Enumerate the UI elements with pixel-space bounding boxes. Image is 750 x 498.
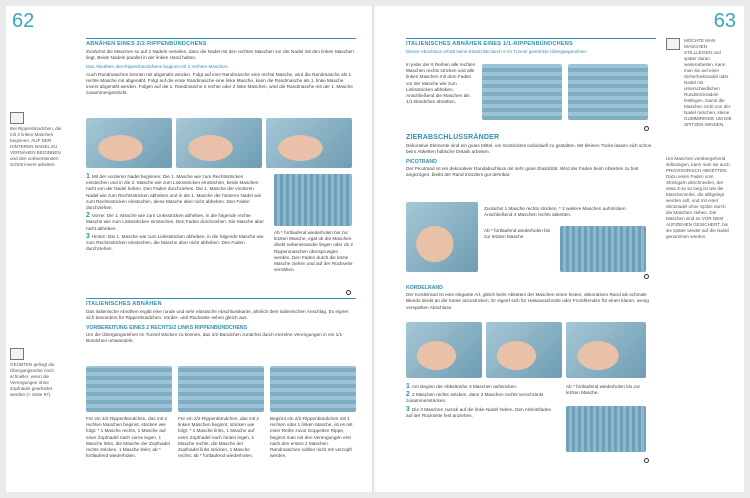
kordel-step-1: Am Beginn der Abkettreihe 3 Maschen aufstricken. xyxy=(411,384,518,389)
photo-kordel-1 xyxy=(406,322,482,378)
steps-list xyxy=(86,174,266,254)
column-a-text: Für ein 2/2-Rippenbündchen, das mit 2 rechten Maschen beginnt, stricken wie folgt: * 1 Masche rechts, 1 Masche auf einer Zopfnadel nach vorne legen, 1 Masche links, die Masche der Zopfnadel rechts stricken, 1 Masche links; ab * fortlaufend wiederholen. xyxy=(86,416,170,459)
photo-rib-c xyxy=(270,366,356,412)
step-number: 1 xyxy=(86,173,90,180)
step-1-text: Mit der vorderen Nadel beginnen: Die 1. Masche wie zum Rechtsstricken einstechen und in die 2. Masche wie zum Linksstricken einstechen, beide Maschen nicht von der Nadel heben. Den Faden durchziehen. Die 1. Masche der vorderen Nadel wie zum Rechtsstricken abheben und in die 1. Masche der hinteren Nadel wie zum Rechtsstricken einstechen, diese Masche aber nicht abheben. Den Faden durchziehen. xyxy=(86,174,262,211)
step-number: 3 xyxy=(406,405,410,413)
intro-text: Dieser Abschluss erhält seine Elastizität durch 6 im Tunnel gestrickte Übergangsreihen. xyxy=(406,49,588,55)
photo-rib-b xyxy=(178,366,264,412)
kordel-repeat: Ab * fortlaufend wiederholen bis zur letzten Masche. xyxy=(566,384,641,396)
section-heading: ITALIENISCHES ABNÄHEN EINES 1/1-RIPPENBÜNDCHENS xyxy=(406,38,656,47)
picot-step: Zunächst 1 Masche rechts stricken, * 2 weitere Maschen aufstricken. Anschließend 4 Maschen rechts abketten. xyxy=(484,206,627,218)
section-abnaehen-2-2 xyxy=(86,38,356,99)
sidebar-note-2: GEÜBTEN gelingt die Übergangsreihe noch schneller, wenn die Verengungen ohne Zopfnadel gearbeitet werden (> Seite 97). xyxy=(10,362,55,397)
step-number: 1 xyxy=(406,383,410,390)
picot-repeat: Ab * fortlaufend wiederholen bis zur letzten Masche. xyxy=(484,228,551,240)
intro-text-3: Auch Randmaschen können mit abgenäht werden. Folgt auf eine Randmasche eine rechte Masche, wird die Randmasche als 1. rechte Masche mit abgenäht. Folgt auf die erste Randmasche eine linke Masche, kann die Randmasche als 1. linke Masche invers abgenäht werden. Folgen auf die 1. Randmasche 2 rechte oder 2 linke Maschen, wird die Randmasche mit der 1. Masche zusammengestrickt. xyxy=(86,71,353,96)
section-italienisch xyxy=(86,298,356,346)
picot-heading: PICOTRAND xyxy=(406,158,437,165)
section-text: Dekorative Elemente sind ein gutes Mittel, um Gestricktes individuell zu gestalten. Mit kleinen Tricks lassen sich schon beim Abketten hübsche Details arbeiten. xyxy=(406,143,652,155)
sub-heading: VORBEREITUNG EINES 2 RECHTS/2 LINKS RIPPENBÜNDCHENS xyxy=(86,324,248,331)
right-page xyxy=(376,6,744,492)
photo-picot-a xyxy=(406,202,478,272)
kordel-text: Der Kordelrand ist eine elegante Art, gleich beim Abketten der Maschen einen festen, dekorativen Rand als schmale Blende direkt an die Kante anzustricken. Er eignet sich für Halsausschnitte oder Fronthlenden für einen klaren, wenig verspielten Abschluss. xyxy=(406,292,649,310)
section-abnaehen-1-1 xyxy=(406,38,656,57)
sidebar-note-1: MÖCHTE MAN MASCHEN STILLLEGEN und später daran weiterarbeiten, kann man sie auf einer Sicherheitsnadel oder Nadel mit unterschiedlichen Rundstrickradeln festlegen. Damit die Maschen nicht von der Nadel rutschen, kleine GUMMIRINGE UM DIE SPITZEN WINDEN. xyxy=(684,38,732,127)
section-heading: ITALIENISCHES ABNÄHEN xyxy=(86,298,356,307)
kordel-heading: KORDELRAND xyxy=(406,285,443,291)
photo-1-1-a xyxy=(482,64,562,120)
info-icon xyxy=(10,112,24,124)
photo-finished-edge xyxy=(274,174,352,226)
step-2-text: Vorne: Die 1. Masche wie zum Linksstricken abheben, in die folgende rechte Masche wie zum Linksstricken einstechen. Den Faden durchziehen. Die Masche aber nicht abheben. xyxy=(86,213,264,231)
page-number-left: 62 xyxy=(12,10,35,32)
left-page xyxy=(6,6,374,492)
photo-step-1 xyxy=(86,118,172,168)
intro-text: Zunächst die Maschen so auf 2 Nadeln verteilen, dass die Nadel mit den rechten Maschen vor der Nadel mit den linken Maschen liegt. Beide Nadeln parallel in der linken Hand halten. xyxy=(86,49,354,61)
section-text: In jeder der 6 Reihen alle rechten Maschen rechts stricken und alle linken Maschen mit dem Faden vor der Masche wie zum Linksstricken abheben. Anschließend die Maschen als 1/1-Bündchen abnähen. xyxy=(406,62,476,105)
section-end-marker xyxy=(644,274,649,279)
section-end-marker xyxy=(644,458,649,463)
section-end-marker xyxy=(644,126,649,131)
picot-text: Der Picotrand ist ein dekorativer Randabschluss mit sehr guter Elastizität. Wird der Faden beim Abketten zu fest angezogen, bleibt der Rand trotzdem gut dehnbar. xyxy=(406,165,639,178)
step-number: 3 xyxy=(86,232,90,240)
column-b-text: Für ein 2/2-Rippenbündchen, das mit 2 linken Maschen beginnt, stricken wie folgt: * 1 Masche links, 1 Masche auf einer Zopfnadel nach hinten legen, 1 Masche rechts, die Masche der Zopfnadel links stricken, 1 Masche rechts; ab * fortlaufend wiederholen. xyxy=(178,416,260,459)
sub-text: Um die Übergangsreihen im Tunnel stricken zu können, das 2/2-Bündchen zunächst durch einzelne Verengungen in ein 1/1-Bündchen umwandeln: xyxy=(86,331,344,344)
section-text: Das italienische Abnähen ergibt eine runde und sehr elastische Abschlusskante, ähnlich dem italienischen Anschlag. Es eignet sich besonders für Rippenbündchen. Vorder- und Rückseite sehen gleich aus. xyxy=(86,309,349,321)
kordel-step-2: 2 Maschen rechts stricken, dann 2 Maschen rechts verschränkt zusammenstricken. xyxy=(406,392,544,404)
step-number: 2 xyxy=(406,391,410,399)
section-zierabschluss xyxy=(406,132,656,180)
photo-step-2 xyxy=(176,118,262,168)
step-number: 2 xyxy=(86,212,90,220)
intro-text-2: Das Abnähen des Rippenbündchens beginnt mit 2 rechten Maschen. xyxy=(86,63,229,69)
tip-icon xyxy=(10,348,24,360)
section-end-marker xyxy=(346,290,351,295)
photo-kordel-result xyxy=(566,406,646,452)
sidebar-note-2: Um Maschen vorübergehend stillzulegen, kann man sie auch PROVISORISCH ABKETTEN. Dazu einen Faden vom Strickgarn abschneiden, der etwa 3-4x so lang ist wie die Maschenreihe, die stillgelegt werden soll, und mit einer Sticknadel ohne Spitze durch die Maschen ziehen. Die Maschen sind so VOR DEM AUFZIEHEN GESICHERT, bis sie später wieder auf die Nadel genommen werden. xyxy=(666,156,730,239)
kordel-steps xyxy=(406,384,556,421)
section-heading-large: ZIERABSCHLUSSRÄNDER xyxy=(406,134,500,141)
photo-1-1-b xyxy=(568,64,648,120)
photo-picot-b xyxy=(560,226,646,272)
sidebar-note-1: Bei Rippenbündchen, die mit 2 linken Maschen beginnen, AUF DER HINTEREN NADEL ZU VERNÄHEN BEGINNEN und den vorbereitenden Schritt invers arbeiten. xyxy=(10,126,62,167)
column-c-text: Beginnt ein 2/2-Rippenbündchen mit 1 rechten oder 1 linken Masche, ist es mit einer Reihe zuvor Doppelten Rippe, beginnt man mit den Verengungen erst nach den ersten 2 Maschen. Randmaschen sollten nicht mit verzopft werden. xyxy=(270,416,353,459)
page-number-right: 63 xyxy=(713,10,736,32)
photo-kordel-3 xyxy=(566,322,646,378)
photo-rib-a xyxy=(86,366,172,412)
section-heading: ABNÄHEN EINES 2/2-RIPPENBÜNDCHENS xyxy=(86,38,356,47)
photo-step-3 xyxy=(266,118,352,168)
step-3-text: Hinten: Die 1. Masche wie zum Linksstricken abheben, in die folgende Masche wie zum Rechtsstricken einstechen, die Masche aber nicht abheben. Den Faden durchziehen. xyxy=(86,233,264,252)
side-note: Ab * fortlaufend wiederholen bis zur letzten Masche, egal ob die Maschen direkt nebeneinander liegen oder ob 2 Rippenmaschen übersprungen werden. Den Faden durch die letzte Masche ziehen und auf der Rückseite vernähen. xyxy=(274,230,353,273)
kordel-step-3: Die 3 Maschen zurück auf die linke Nadel heben. Den Arbeitsfaden auf der Rückseite fest anziehen. xyxy=(406,406,552,418)
section-kordel xyxy=(406,282,656,313)
photo-kordel-2 xyxy=(486,322,562,378)
